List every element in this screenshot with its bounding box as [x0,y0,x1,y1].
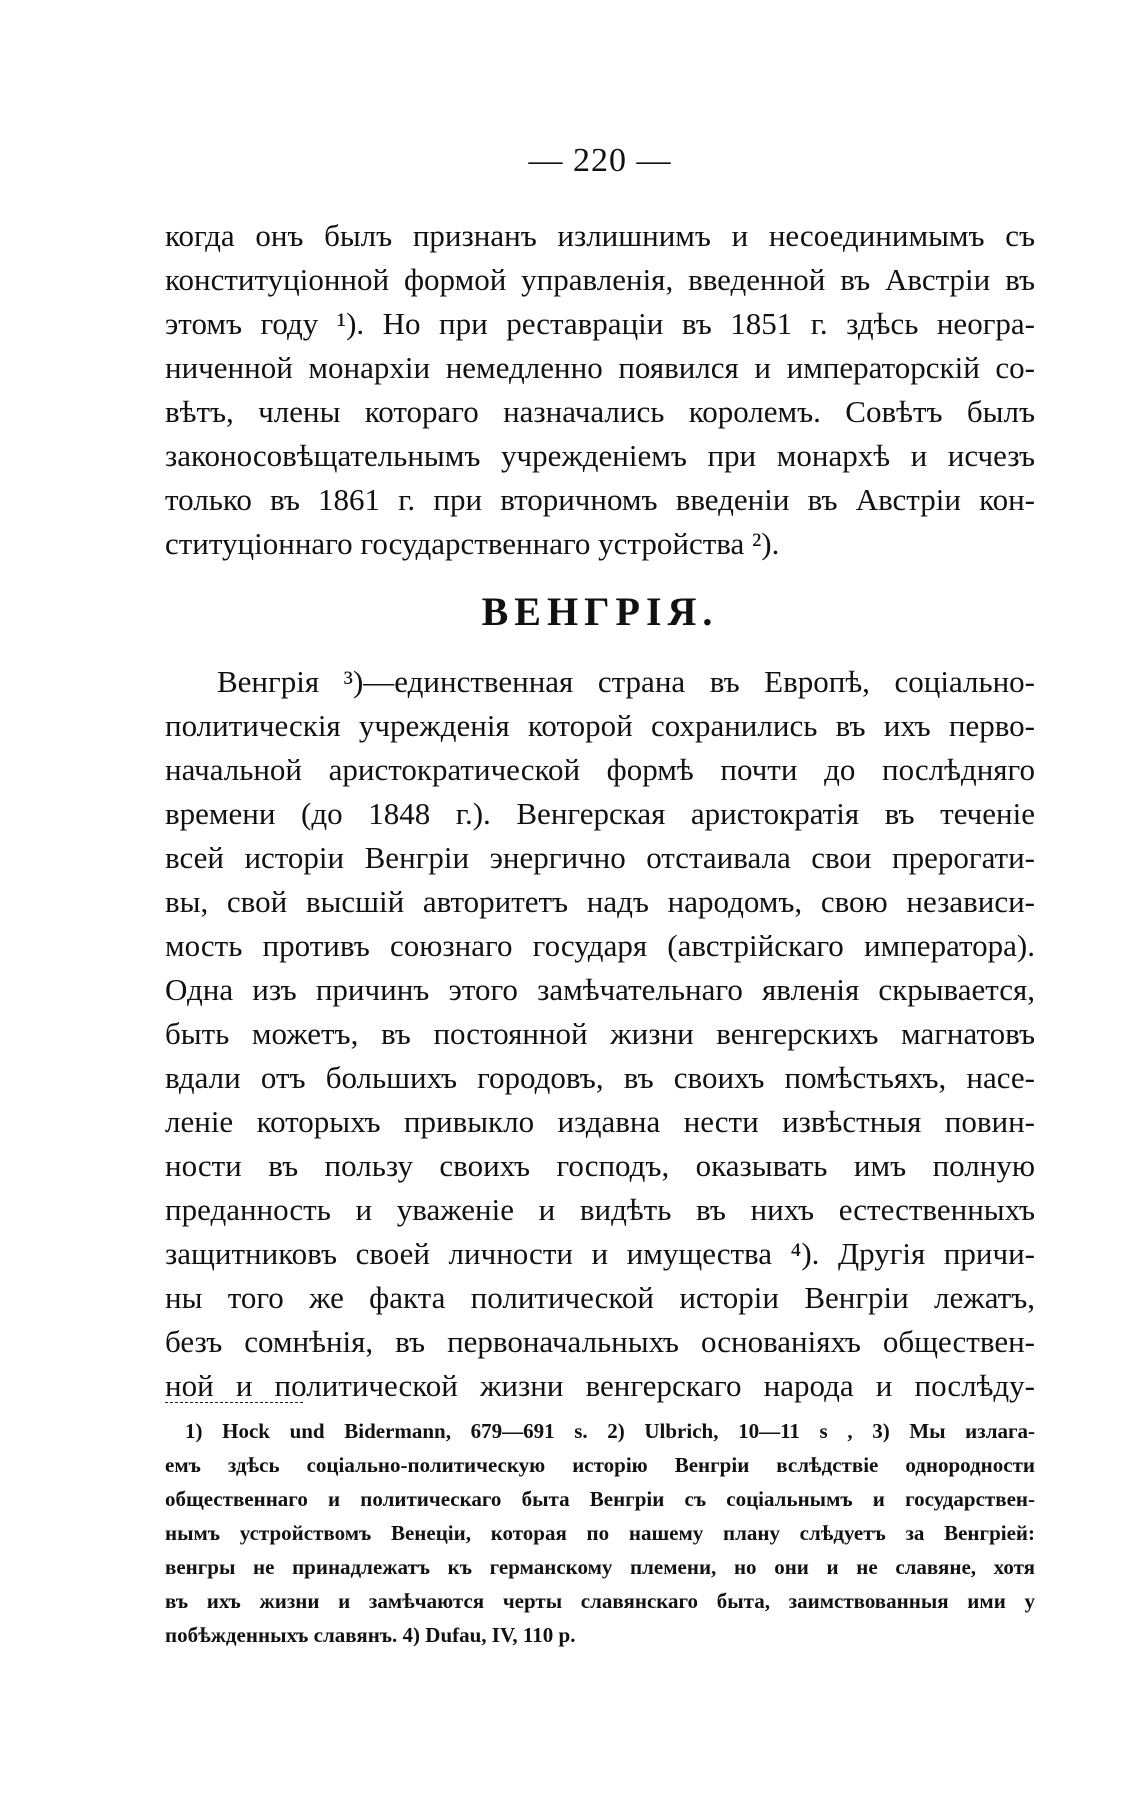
text-line: этомъ году ¹). Но при реставраціи въ 1851 г. здѣсь неогра- [165,306,1035,341]
footnote-line: въ ихъ жизни и замѣчаются черты славянскаго быта, заимствованныя ими у [165,1589,1035,1613]
text-line: вѣтъ, члены котораго назначались королемъ. Совѣтъ былъ [165,394,1035,429]
footnote-line: нымъ устройствомъ Венеціи, которая по нашему плану слѣдуетъ за Венгріей: [165,1521,1035,1545]
footnotes [165,1414,1035,1652]
text-line: защитниковъ своей личности и имущества ⁴). Другія причи- [165,1236,1035,1271]
text-line: конституціонной формой управленія, введенной въ Австріи въ [165,262,1035,297]
text-line: политическія учрежденія которой сохранились въ ихъ перво- [165,708,1035,743]
text-line: только въ 1861 г. при вторичномъ введеніи въ Австріи кон- [165,482,1035,517]
footnote-line: общественнаго и политическаго быта Венгріи съ соціальнымъ и государствен- [165,1487,1035,1511]
footnote-line: 1) Hock und Bidermann, 679—691 s. 2) Ulbrich, 10—11 s , 3) Мы излага- [185,1419,1035,1443]
footnote-line: емъ здѣсь соціально-политическую исторію Венгріи вслѣдствіе однородности [165,1453,1035,1477]
text-line: ны того же факта политической исторіи Венгріи лежатъ, [165,1280,1035,1315]
footnote-line: побѣжденныхъ славянъ. 4) Dufau, IV, 110 p. [165,1623,576,1647]
text-line: вы, свой высшій авторитетъ надъ народомъ, свою независи- [165,884,1035,919]
text-line: леніе которыхъ привыкло издавна нести извѣстныя повин- [165,1104,1035,1139]
text-line: Одна изъ причинъ этого замѣчательнаго явленія скрывается, [165,972,1035,1007]
text-line: преданность и уваженіе и видѣть въ нихъ естественныхъ [165,1192,1035,1227]
paragraph-hungary [165,660,1035,1408]
text-line: ниченной монархіи немедленно появился и императорскій со- [165,350,1035,385]
page-number: — 220 — [528,142,672,179]
text-line: времени (до 1848 г.). Венгерская аристократія въ теченіе [165,796,1035,831]
text-line: вдали отъ большихъ городовъ, въ своихъ помѣстьяхъ, насе- [165,1060,1035,1095]
text-line: безъ сомнѣнія, въ первоначальныхъ основаніяхъ обществен- [165,1324,1035,1359]
text-line: начальной аристократической формѣ почти до послѣдняго [165,752,1035,787]
text-line: когда онъ былъ признанъ излишнимъ и несоединимымъ съ [165,218,1035,253]
section-heading: ВЕНГРІЯ. [481,589,719,634]
text-line: ной и политической жизни венгерскаго народа и послѣду- [165,1368,1035,1403]
text-line: законосовѣщательнымъ учрежденіемъ при монархѣ и исчезъ [165,438,1035,473]
text-line: мость противъ союзнаго государя (австрійскаго императора). [165,928,1035,963]
paragraph-continued [165,214,1035,566]
text-line: быть можетъ, въ постоянной жизни венгерскихъ магнатовъ [165,1016,1035,1051]
text-line: Венгрія ³)—единственная страна въ Европѣ, соціально- [217,664,1035,699]
text-line: ности въ пользу своихъ господъ, оказывать имъ полную [165,1148,1035,1183]
text-line: всей исторіи Венгріи энергично отстаивала свои прерогати- [165,840,1035,875]
footnote-separator [165,1402,303,1403]
text-line: ституціоннаго государственнаго устройства ²). [165,526,780,561]
footnote-line: венгры не принадлежатъ къ германскому племени, но они и не славяне, хотя [165,1555,1035,1579]
